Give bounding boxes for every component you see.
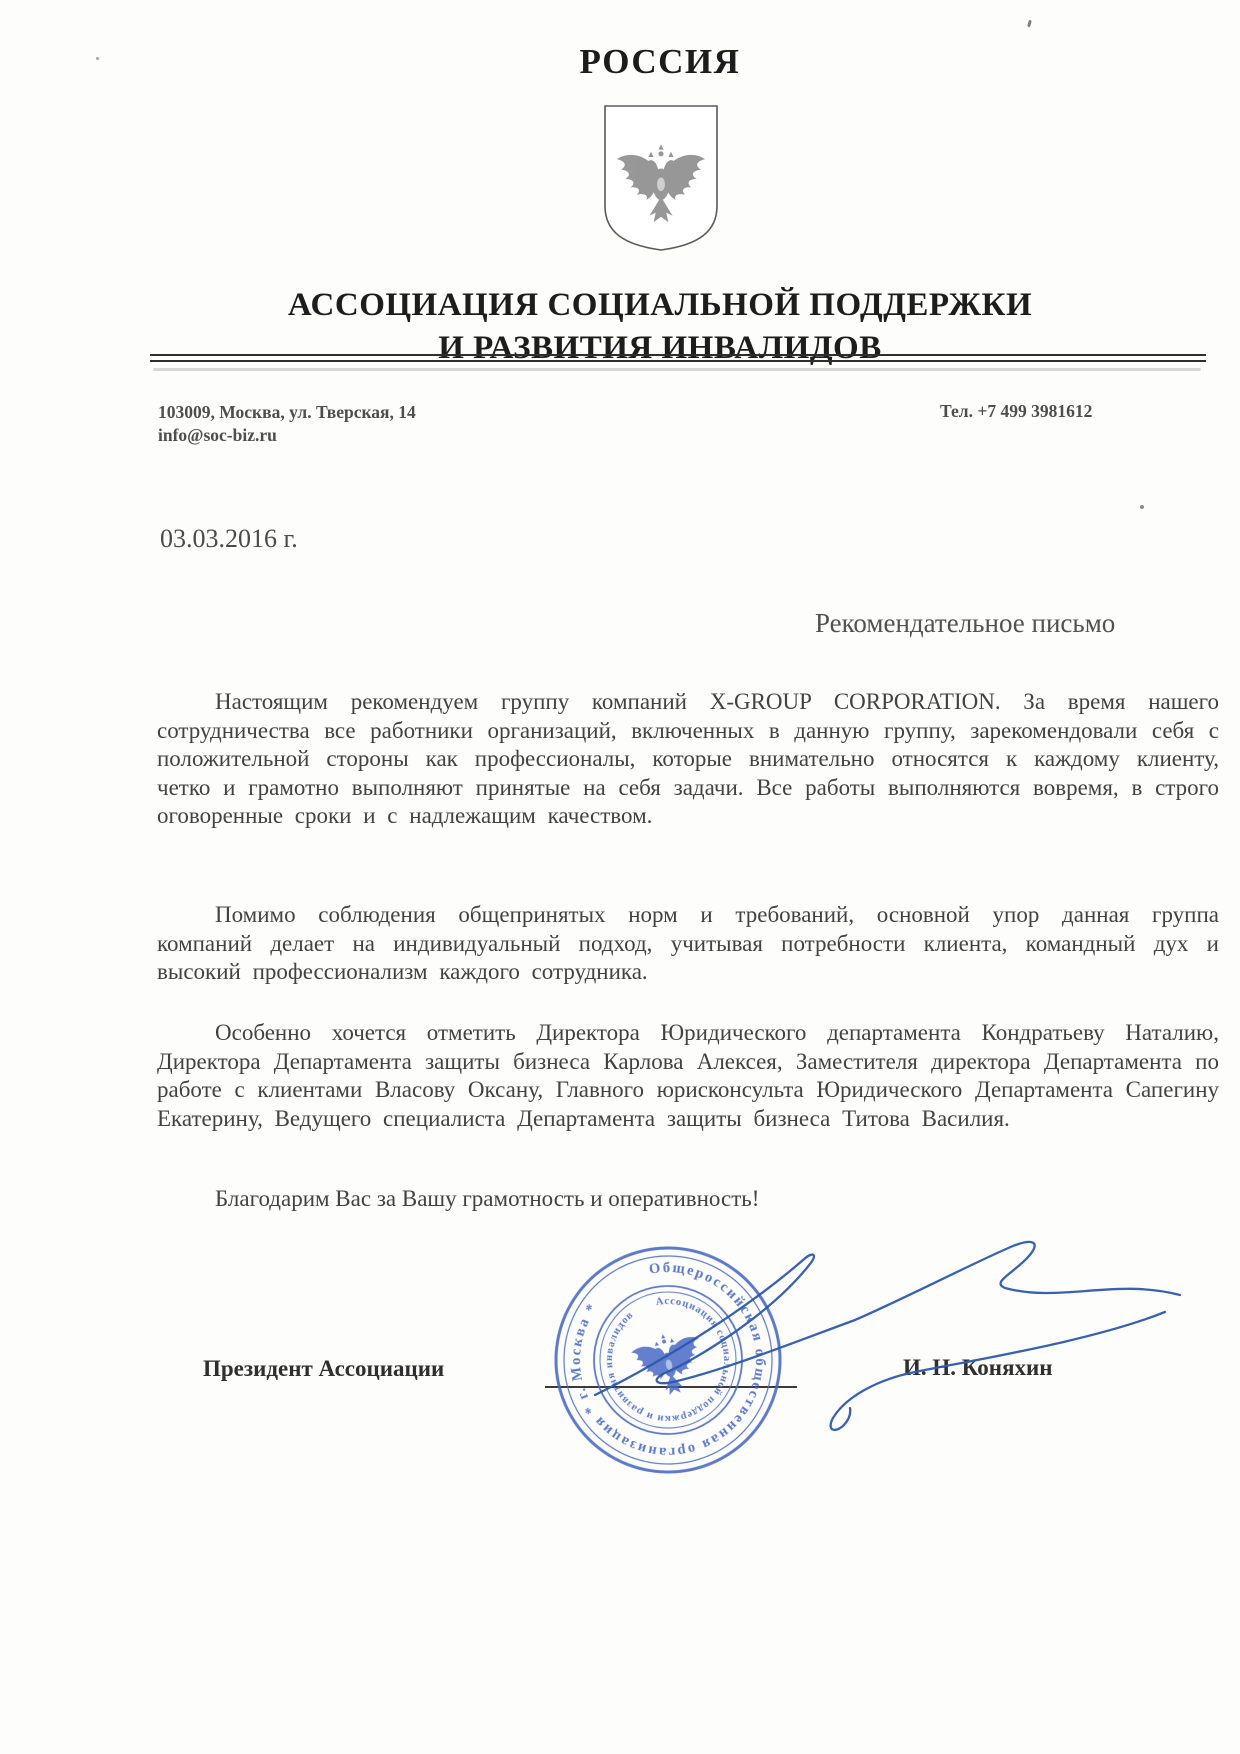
closing-line: Благодарим Вас за Вашу грамотность и оперативность! [215,1186,760,1211]
country-title: РОССИЯ [579,42,741,81]
scan-speck [1027,20,1032,28]
email-line: info@soc-biz.ru [158,425,277,445]
header-rule-shadow [153,368,1201,371]
coat-of-arms-icon [599,102,723,254]
letter-title: Рекомендательное письмо [815,608,1116,638]
body-paragraph-1: Настоящим рекомендуем группу компаний X-GROUP CORPORATION. За время нашего сотрудничества все работники организаций, включенных в данную группу, зарекомендовали себя с положительной стороны как профессионалы, которые внимательно относятся к каждому клиенту, четко и грамотно выполняют принятые на себя задачи. Все работы выполняются вовремя, в строго оговоренные сроки и с надлежащим качеством. [157,689,1219,829]
body-paragraph-3: Особенно хочется отметить Директора Юридического департамента Кондратьеву Наталию, Директора Департамента защиты бизнеса Карлова Алексея, Заместителя директора Департамента по работе с клиентами Власову Оксану, Главного юрисконсульта Юридического Департамента Сапегину Екатерину, Ведущего специалиста Департамента защиты бизнеса Титова Василия. [157,1020,1219,1131]
header-rule [150,354,1206,362]
phone-line: Тел. +7 499 3981612 [940,401,1093,421]
organization-name-line1: АССОЦИАЦИЯ СОЦИАЛЬНОЙ ПОДДЕРЖКИ [287,287,1033,323]
letter-date: 03.03.2016 г. [160,524,298,553]
handwritten-signature-icon [555,1220,1195,1465]
signatory-role: Президент Ассоциации [203,1356,445,1381]
address-line: 103009, Москва, ул. Тверская, 14 [158,402,416,422]
scan-speck [1140,505,1144,509]
body-paragraph-2: Помимо соблюдения общепринятых норм и требований, основной упор данная группа компаний делает на индивидуальный подход, учитывая потребности клиента, командный дух и высокий профессионализм каждого сотрудника. [157,902,1219,985]
stamp-inner-text: Ассоциация социальной поддержки и развития инвалидов [603,1295,733,1425]
organization-name-line2: И РАЗВИТИЯ ИНВАЛИДОВ [438,330,882,366]
scan-speck [96,57,99,60]
signatory-name: И. Н. Коняхин [903,1355,1053,1380]
stamp-outer-text: Общероссийская общественная организация * г. Москва * [567,1259,769,1461]
contact-block [158,401,416,447]
